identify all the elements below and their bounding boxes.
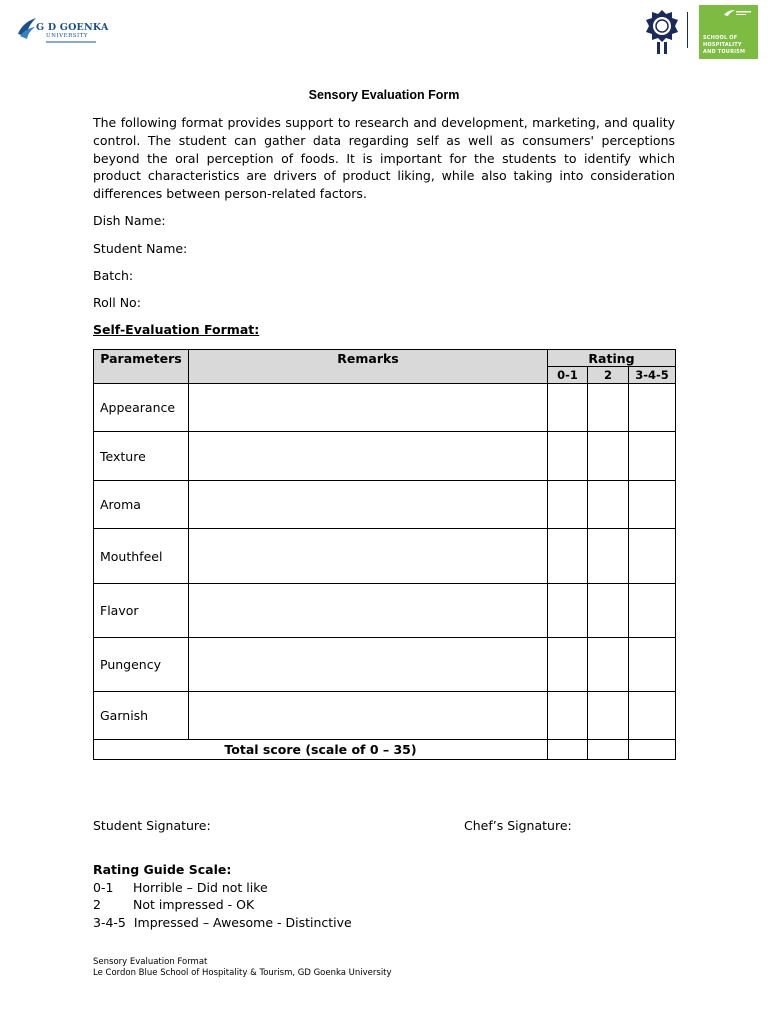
student-signature-label: Student Signature:	[93, 818, 211, 833]
param-flavor: Flavor	[94, 584, 189, 638]
le-cordon-bleu-crest-icon	[644, 8, 680, 56]
total-cell[interactable]	[588, 740, 629, 760]
shat-line-1: SCHOOL OF	[703, 35, 738, 41]
self-evaluation-table	[93, 349, 676, 760]
rating-cell[interactable]	[588, 638, 629, 692]
gd-goenka-wordmark: G D GOENKA	[36, 22, 109, 33]
rating-col-2: 2	[588, 367, 629, 384]
rating-cell[interactable]	[548, 529, 588, 584]
footer-line-1: Sensory Evaluation Format	[93, 957, 208, 967]
remarks-cell[interactable]	[189, 584, 548, 638]
rating-cell[interactable]	[588, 384, 629, 432]
param-garnish: Garnish	[94, 692, 189, 740]
remarks-cell[interactable]	[189, 384, 548, 432]
param-mouthfeel: Mouthfeel	[94, 529, 189, 584]
rating-cell[interactable]	[588, 481, 629, 529]
total-row	[94, 740, 676, 760]
rating-cell[interactable]	[548, 481, 588, 529]
table-row	[94, 529, 676, 584]
rating-cell[interactable]	[548, 584, 588, 638]
remarks-cell[interactable]	[189, 529, 548, 584]
guide-item	[93, 897, 254, 912]
parameters-header: Parameters	[94, 350, 189, 384]
table-row	[94, 481, 676, 529]
shat-mini-mark-icon	[723, 9, 753, 17]
rating-cell[interactable]	[548, 432, 588, 481]
rating-cell[interactable]	[548, 638, 588, 692]
rating-cell[interactable]	[548, 384, 588, 432]
rating-cell[interactable]	[588, 692, 629, 740]
rating-cell[interactable]	[588, 584, 629, 638]
rating-cell[interactable]	[629, 584, 676, 638]
self-evaluation-heading: Self-Evaluation Format:	[93, 322, 260, 337]
gd-goenka-university-text: UNIVERSITY	[46, 33, 88, 39]
gd-goenka-logo	[16, 14, 108, 48]
rating-header: Rating	[548, 350, 676, 367]
rating-cell[interactable]	[629, 529, 676, 584]
shat-line-2: HOSPITALITY	[703, 42, 742, 48]
guide-code: 3-4-5	[93, 915, 126, 930]
rating-cell[interactable]	[588, 529, 629, 584]
rating-cell[interactable]	[629, 481, 676, 529]
gd-goenka-tagline-bar	[46, 41, 96, 43]
table-row	[94, 638, 676, 692]
param-pungency: Pungency	[94, 638, 189, 692]
guide-text: Not impressed - OK	[132, 897, 255, 912]
table-row	[94, 432, 676, 481]
rating-cell[interactable]	[588, 432, 629, 481]
remarks-cell[interactable]	[189, 481, 548, 529]
rating-cell[interactable]	[629, 692, 676, 740]
table-row	[94, 692, 676, 740]
rating-cell[interactable]	[548, 692, 588, 740]
total-cell[interactable]	[629, 740, 676, 760]
table-row	[94, 584, 676, 638]
batch-label: Batch:	[93, 268, 134, 283]
student-name-label: Student Name:	[93, 241, 188, 256]
school-of-hospitality-logo	[699, 5, 758, 59]
guide-item	[93, 915, 352, 930]
guide-text: Impressed – Awesome - Distinctive	[133, 915, 352, 930]
chef-signature-label: Chef’s Signature:	[464, 818, 572, 833]
form-title: Sensory Evaluation Form	[308, 88, 460, 102]
shat-line-3: AND TOURISM	[703, 49, 746, 55]
remarks-cell[interactable]	[189, 692, 548, 740]
rating-col-0-1: 0-1	[548, 367, 588, 384]
rating-cell[interactable]	[629, 638, 676, 692]
rating-guide-title: Rating Guide Scale:	[93, 862, 232, 877]
guide-code: 2	[93, 897, 101, 912]
remarks-cell[interactable]	[189, 432, 548, 481]
table-row	[94, 384, 676, 432]
rating-cell[interactable]	[629, 432, 676, 481]
logo-divider	[687, 12, 688, 48]
guide-item	[93, 880, 268, 895]
remarks-header: Remarks	[189, 350, 548, 384]
gd-goenka-bird-icon	[16, 16, 38, 42]
guide-code: 0-1	[93, 880, 114, 895]
remarks-cell[interactable]	[189, 638, 548, 692]
param-appearance: Appearance	[94, 384, 189, 432]
rating-col-3-4-5: 3-4-5	[629, 367, 676, 384]
guide-text: Horrible – Did not like	[132, 880, 268, 895]
intro-paragraph: The following format provides support to research and development, marketing, and quality control. The student can gather data regarding self as well as consumers' perceptions beyond the oral perception of foods. It is important for the students to identify which product characteristics are drivers of product liking, while also taking into consideration differences between person-related factors.	[93, 115, 675, 202]
total-score-label: Total score (scale of 0 – 35)	[94, 740, 548, 760]
param-texture: Texture	[94, 432, 189, 481]
total-cell[interactable]	[548, 740, 588, 760]
footer-line-2: Le Cordon Blue School of Hospitality & Tourism, GD Goenka University	[93, 968, 392, 978]
roll-no-label: Roll No:	[93, 295, 141, 310]
param-aroma: Aroma	[94, 481, 189, 529]
rating-cell[interactable]	[629, 384, 676, 432]
dish-name-label: Dish Name:	[93, 213, 166, 228]
